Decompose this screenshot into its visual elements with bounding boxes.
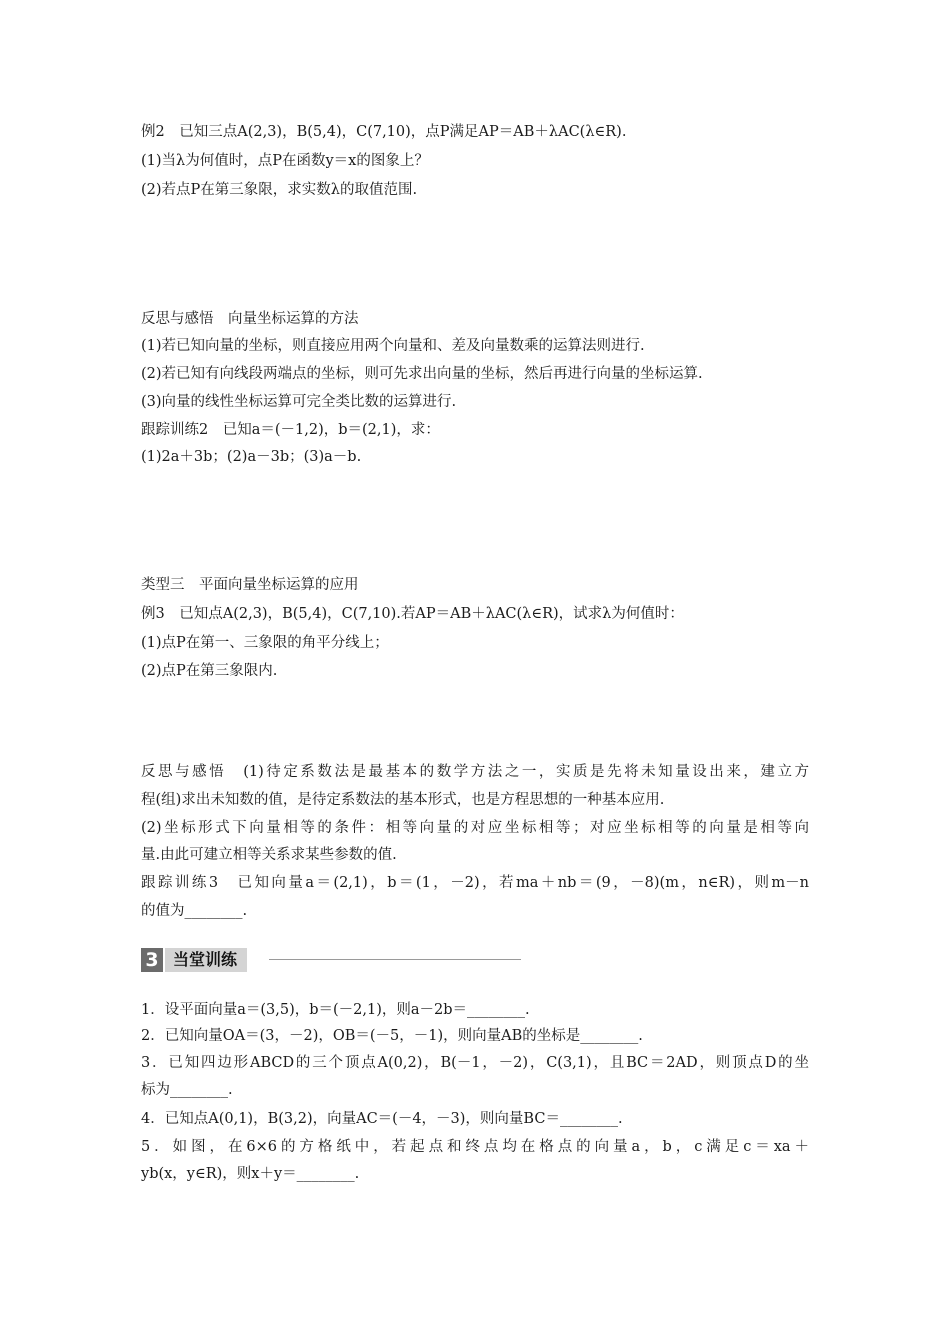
reflection-2-line-3: (2)坐标形式下向量相等的条件：相等向量的对应坐标相等；对应坐标相等的向量是相等向 bbox=[141, 820, 809, 836]
exercise-4: 4．已知点A(0,1)，B(3,2)，向量AC＝(－4，－3)，则向量BC＝________. bbox=[141, 1111, 623, 1127]
training-3-line-1: 跟踪训练3 已知向量a＝(2,1)，b＝(1，－2)，若ma＋nb＝(9，－8)(m，n∈R)，则m－n bbox=[141, 875, 809, 891]
exercise-5-line-2: yb(x，y∈R)，则x＋y＝________. bbox=[141, 1166, 360, 1182]
exercise-1: 1．设平面向量a＝(3,5)，b＝(－2,1)，则a－2b＝________. bbox=[141, 1002, 530, 1018]
section-divider bbox=[269, 959, 521, 960]
example-2-stem: 例2 已知三点A(2,3)，B(5,4)，C(7,10)，点P满足AP＝AB＋λAC(λ∈R). bbox=[141, 124, 627, 140]
type-3-title: 类型三 平面向量坐标运算的应用 bbox=[141, 577, 359, 593]
example-3-stem: 例3 已知点A(2,3)，B(5,4)，C(7,10).若AP＝AB＋λAC(λ∈R)，试求λ为何值时： bbox=[141, 606, 684, 622]
reflection-1-point-1: (1)若已知向量的坐标，则直接应用两个向量和、差及向量数乘的运算法则进行. bbox=[141, 338, 645, 354]
training-2-parts: (1)2a＋3b；(2)a－3b；(3)a－b. bbox=[141, 449, 362, 465]
example-2-question-2: (2)若点P在第三象限，求实数λ的取值范围. bbox=[141, 182, 418, 198]
example-2-question-1: (1)当λ为何值时，点P在函数y＝x的图象上？ bbox=[141, 153, 429, 169]
section-3-header bbox=[141, 946, 521, 974]
section-title: 当堂训练 bbox=[165, 948, 247, 972]
exercise-3-line-2: 标为________. bbox=[141, 1082, 233, 1098]
training-2-stem: 跟踪训练2 已知a＝(－1,2)，b＝(2,1)，求： bbox=[141, 422, 440, 438]
reflection-1-point-3: (3)向量的线性坐标运算可完全类比数的运算进行. bbox=[141, 394, 457, 410]
example-3-question-2: (2)点P在第三象限内. bbox=[141, 663, 278, 679]
reflection-2-line-1: 反思与感悟 (1)待定系数法是最基本的数学方法之一，实质是先将未知量设出来，建立方 bbox=[141, 764, 809, 780]
training-3-line-2: 的值为________. bbox=[141, 903, 248, 919]
exercise-5-line-1: 5．如图，在6×6的方格纸中，若起点和终点均在格点的向量a，b，c满足c＝xa＋ bbox=[141, 1139, 809, 1155]
example-3-question-1: (1)点P在第一、三象限的角平分线上； bbox=[141, 635, 389, 651]
reflection-1-title: 反思与感悟 向量坐标运算的方法 bbox=[141, 311, 359, 327]
reflection-1-point-2: (2)若已知有向线段两端点的坐标，则可先求出向量的坐标，然后再进行向量的坐标运算. bbox=[141, 366, 703, 382]
section-number-badge: 3 bbox=[141, 948, 163, 972]
reflection-2-line-4: 量.由此可建立相等关系求某些参数的值. bbox=[141, 847, 397, 863]
exercise-3-line-1: 3．已知四边形ABCD的三个顶点A(0,2)，B(－1，－2)，C(3,1)，且BC＝2AD，则顶点D的坐 bbox=[141, 1055, 809, 1071]
exercise-2: 2．已知向量OA＝(3，－2)，OB＝(－5，－1)，则向量AB的坐标是________. bbox=[141, 1028, 643, 1044]
reflection-2-line-2: 程(组)求出未知数的值，是待定系数法的基本形式，也是方程思想的一种基本应用. bbox=[141, 792, 665, 808]
